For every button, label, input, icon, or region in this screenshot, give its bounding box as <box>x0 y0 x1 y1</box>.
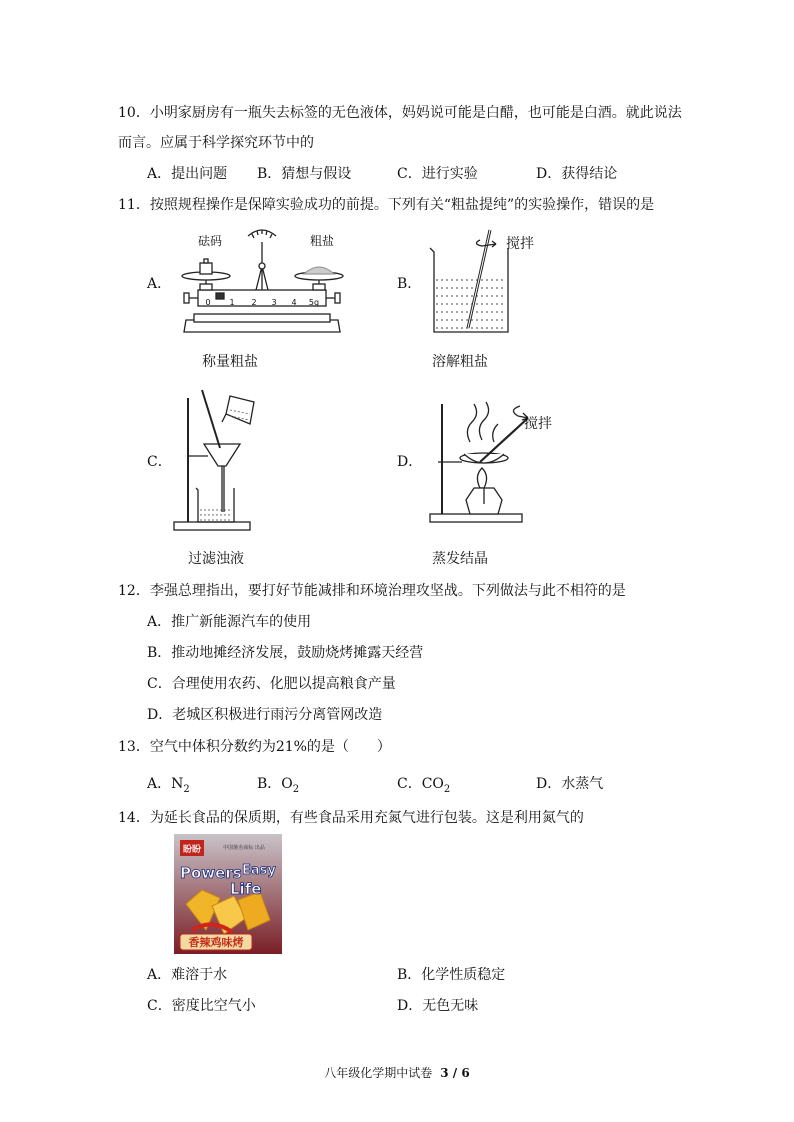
filtration-figure <box>170 384 280 534</box>
stir-label-b: 搅拌 <box>506 236 534 252</box>
q10-option-b[interactable]: B．猜想与假设 <box>257 166 352 182</box>
snack-package-image <box>172 834 284 954</box>
q12-stem: 12．李强总理指出，要打好节能减排和环境治理攻坚战。下列做法与此不相符的是 <box>118 583 626 599</box>
page-footer <box>0 1064 794 1082</box>
q10-option-a[interactable]: A．提出问题 <box>147 166 228 182</box>
q12-option-b[interactable]: B．推动地摊经济发展，鼓励烧烤摊露天经营 <box>147 645 424 661</box>
q11-caption-a: 称量粗盐 <box>202 354 258 370</box>
scale-tick-4: 4 <box>291 298 297 307</box>
scale-tick-0: 0 <box>205 298 211 307</box>
q12-option-c[interactable]: C．合理使用农药、化肥以提高粮食产量 <box>147 676 396 692</box>
package-word-powers: Powers <box>180 864 242 882</box>
package-word-life: Life <box>230 880 262 898</box>
package-small-text: 中国驰名商标 出品 <box>223 845 265 851</box>
q11-option-c-label[interactable]: C． <box>147 454 172 470</box>
beaker-dissolve-figure <box>424 224 544 340</box>
q13-option-c[interactable]: C．$CO_2$ <box>397 776 451 795</box>
package-flavor: 香辣鸡味烤 <box>188 936 244 949</box>
q13-stem: 13．空气中体积分数约为21%的是（ ） <box>118 739 391 755</box>
footer-title: 八年级化学期中试卷 <box>324 1066 433 1080</box>
q14-option-c[interactable]: C．密度比空气小 <box>147 998 256 1014</box>
q12-option-a[interactable]: A．推广新能源汽车的使用 <box>147 614 312 630</box>
q11-caption-d: 蒸发结晶 <box>432 551 488 567</box>
q14-option-d[interactable]: D．无色无味 <box>397 998 479 1014</box>
q11-option-b-label[interactable]: B． <box>397 276 422 292</box>
package-brand: 盼盼 <box>182 845 202 855</box>
q10-option-c[interactable]: C．进行实验 <box>397 166 478 182</box>
q11-stem: 11．按照规程操作是保障实验成功的前提。下列有关“粗盐提纯”的实验操作，错误的是 <box>118 197 655 213</box>
footer-page-number: 3 / 6 <box>440 1066 470 1080</box>
q14-stem: 14．为延长食品的保质期，有些食品采用充氮气进行包装。这是利用氮气的 <box>118 810 584 826</box>
q14-option-a[interactable]: A．难溶于水 <box>147 967 228 983</box>
scale-tick-2: 2 <box>251 298 257 307</box>
q11-option-a-label[interactable]: A． <box>147 276 172 292</box>
stir-label-d: 搅拌 <box>524 416 552 432</box>
weight-label: 砝码 <box>197 234 223 248</box>
q11-caption-b: 溶解粗盐 <box>432 354 488 370</box>
q11-option-d-label[interactable]: D． <box>397 454 423 470</box>
q12-option-d[interactable]: D．老城区积极进行雨污分离管网改造 <box>147 707 383 723</box>
q10-stem-line1: 10．小明家厨房有一瓶失去标签的无色液体，妈妈说可能是白醋，也可能是白酒。就此说法 <box>118 105 682 121</box>
q11-caption-c: 过滤浊液 <box>188 551 244 567</box>
package-word-easy: Easy <box>242 863 276 878</box>
q13-option-b[interactable]: B．$O_2$ <box>257 776 300 795</box>
evaporation-figure <box>424 392 574 528</box>
balance-figure <box>176 222 352 342</box>
salt-label: 粗盐 <box>309 234 335 248</box>
scale-tick-5: 5g <box>308 298 320 307</box>
q10-option-d[interactable]: D．获得结论 <box>536 166 618 182</box>
q13-option-d[interactable]: D．水蒸气 <box>536 776 604 792</box>
scale-tick-1: 1 <box>229 298 235 307</box>
q13-option-a[interactable]: A．$N_2$ <box>147 776 190 795</box>
q10-stem-line2: 而言。应属于科学探究环节中的 <box>118 135 314 151</box>
scale-tick-3: 3 <box>271 298 277 307</box>
q14-option-b[interactable]: B．化学性质稳定 <box>397 967 506 983</box>
